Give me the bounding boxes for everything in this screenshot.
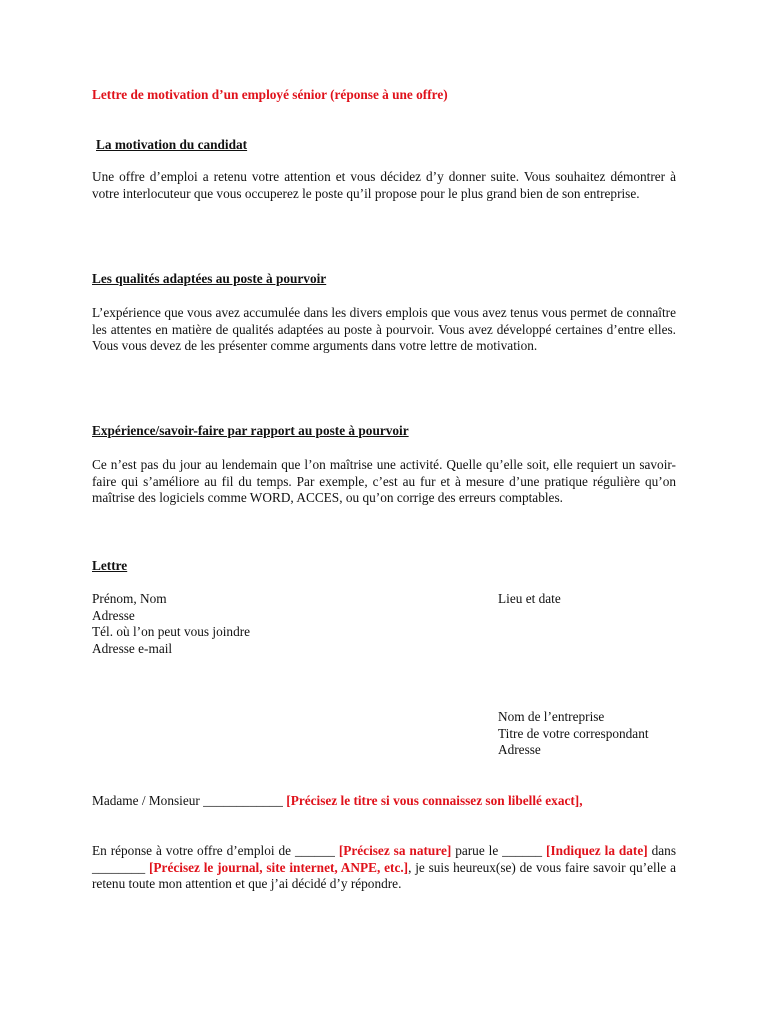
letter-heading: Lettre xyxy=(92,558,128,573)
place-date: Lieu et date xyxy=(498,591,561,606)
placeholder-date: [Indiquez la date] xyxy=(546,843,648,858)
paragraph-part-2: parue le ______ xyxy=(451,843,547,858)
section-heading-qualites: Les qualités adaptées au poste à pourvoir xyxy=(92,271,327,286)
section-body-experience: Ce n’est pas du jour au lendemain que l’on maîtrise une activité. Quelle qu’elle soit, elle requiert un savoir-faire qui s’améliore au fil du temps. Par exemple, c’est au fur et à mesure d’une pratique régulière qu’on maîtrise des logiciels comme WORD, ACCES, ou qu’on corrige des erreurs comptables. xyxy=(92,457,676,506)
sender-phone: Tél. où l’on peut vous joindre xyxy=(92,624,251,640)
paragraph-part-3: dans ________ xyxy=(92,843,677,875)
paragraph-part-4: , je suis heureux(se) de vous faire savoir qu’elle a retenu toute mon attention et que j’ai décidé d’y répondre. xyxy=(92,859,676,892)
section-body-qualites: L’expérience que vous avez accumulée dans les divers emplois que vous avez tenus vous permet de connaître les attentes en matière de qualités adaptées au poste à pourvoir. Vous avez développé certaines d’entre elles. Vous vous devez de les présenter comme arguments dans votre lettre de motivation. xyxy=(92,305,676,354)
recipient-title: Titre de votre correspondant xyxy=(498,725,649,741)
sender-email: Adresse e-mail xyxy=(92,640,173,656)
sender-block xyxy=(92,591,250,657)
placeholder-source: [Précisez le journal, site internet, ANPE, etc.] xyxy=(149,859,409,875)
placeholder-nature: [Précisez sa nature] xyxy=(338,843,452,858)
paragraph-part-1: En réponse à votre offre d’emploi de ______ xyxy=(92,843,339,858)
salutation-line xyxy=(92,793,583,810)
section-heading-motivation: La motivation du candidat xyxy=(96,137,248,152)
salutation-text: Madame / Monsieur ____________ xyxy=(92,793,287,808)
section-heading-experience: Expérience/savoir-faire par rapport au poste à pourvoir xyxy=(92,423,409,438)
sender-address: Adresse xyxy=(92,607,135,623)
sender-name: Prénom, Nom xyxy=(92,591,167,606)
salutation-note: [Précisez le titre si vous connaissez son libellé exact], xyxy=(286,793,583,808)
section-body-motivation: Une offre d’emploi a retenu votre attention et vous décidez d’y donner suite. Vous souhaitez démontrer à votre interlocuteur que vous occuperez le poste qu’il propose pour le plus grand bien de son entreprise. xyxy=(92,169,676,201)
recipient-block xyxy=(498,709,649,759)
letter-paragraph xyxy=(92,843,676,893)
recipient-address: Adresse xyxy=(498,742,541,758)
recipient-company: Nom de l’entreprise xyxy=(498,709,605,724)
document-title: Lettre de motivation d’un employé sénior (réponse à une offre) xyxy=(92,87,448,102)
